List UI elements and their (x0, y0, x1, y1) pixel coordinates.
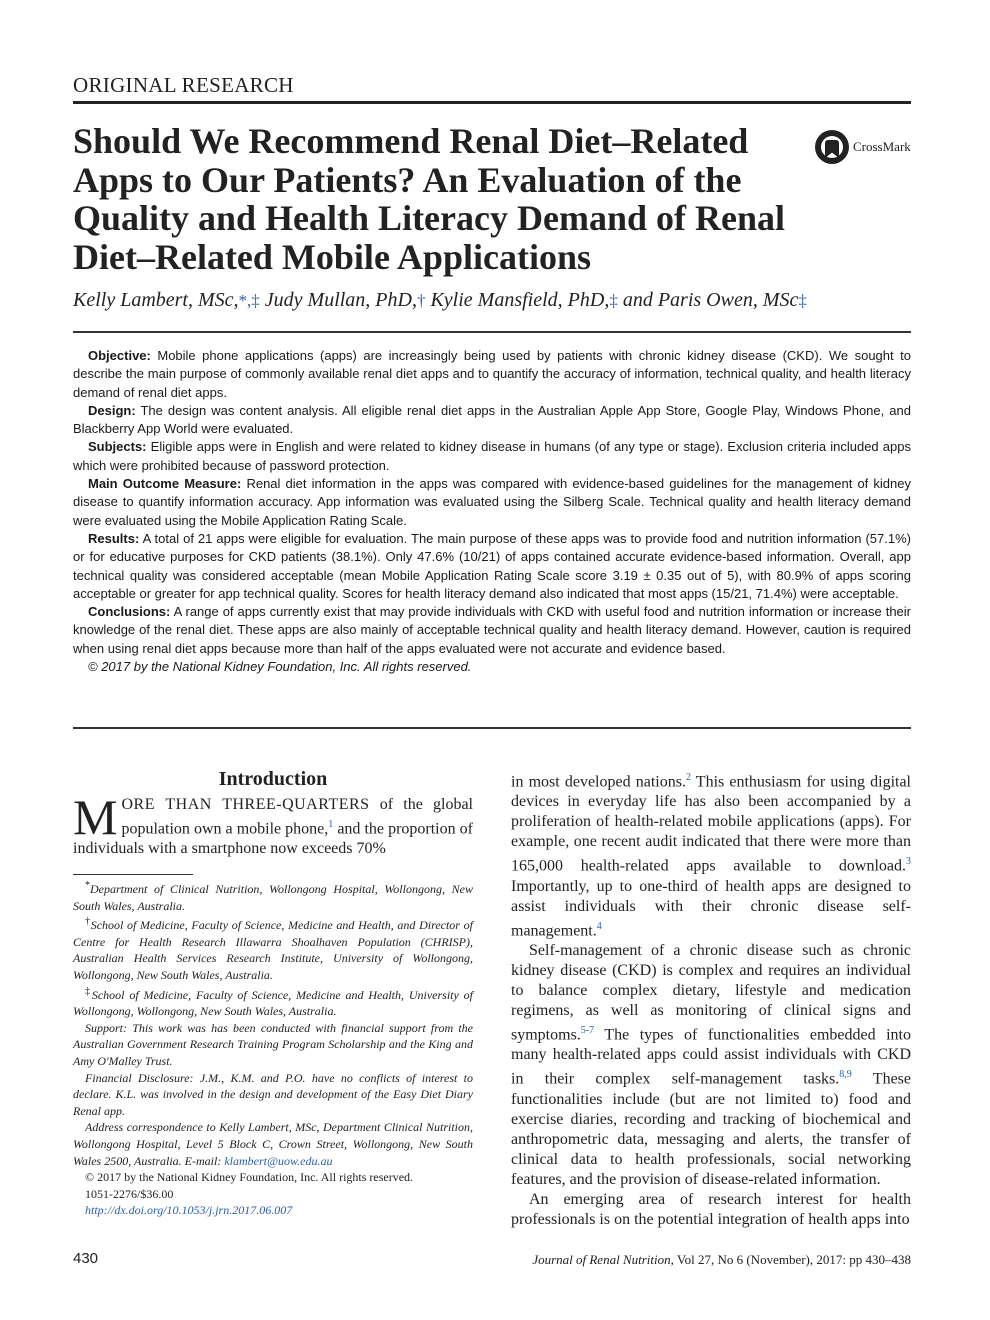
affiliation-note: †School of Medicine, Faculty of Science, Medicine and Health, and Director of Centre for Health Research Illawarra Shoalhaven Population (CHRISP), Australian Health Services Research Institute, University of Wollongong, Wollongong, New South Wales, Australia. (73, 916, 473, 982)
author-name: and Paris Owen, MSc (617, 289, 799, 311)
header-rule (73, 101, 911, 104)
footnotes (73, 878, 473, 1219)
abstract-conclusions: Conclusions: A range of apps currently exist that may provide individuals with CKD with useful food and nutrition information or increase their knowledge of the renal diet. These apps are also mainly of acceptable technical quality and health literacy demand. However, caution is required when using renal diet apps because more than half of the apps evaluated were not accurate and evidence based. (73, 604, 911, 656)
crossmark-badge[interactable] (815, 130, 911, 164)
body-paragraph: An emerging area of research interest for health professionals is on the potential integration of health apps into (511, 1190, 911, 1228)
abstract-copyright: © 2017 by the National Kidney Foundation, Inc. All rights reserved. (88, 659, 472, 675)
author-affiliation-mark[interactable]: ‡ (798, 291, 807, 310)
abstract-results: Results: A total of 21 apps were eligible for evaluation. The main purpose of these apps was to provide food and nutrition information (57.1%) or for educative purposes for CKD patients (38.1%). Only 47.6% (10/21) of apps contained accurate evidence-based information. Overall, app technical quality was considered acceptable (mean Mobile Application Rating Scale score 3.19 ± 0.35 out of 5), with 80.9% of apps scoring acceptable or greater for app technical quality. Scores for health literacy demand also indicated that most apps (15/21, 71.4%) were acceptable. (73, 530, 911, 601)
citation-link[interactable]: 4 (596, 920, 602, 932)
citation-link[interactable]: 8,9 (839, 1069, 852, 1081)
abstract-bottom-rule (73, 727, 911, 729)
abstract-measure: Main Outcome Measure: Renal diet information in the apps was compared with evidence-based guidelines for the management of kidney disease to quantify information accuracy. App information was evaluated using the Silberg Scale. Technical quality and health literacy demand were evaluated using the Mobile Application Rating Scale. (73, 476, 911, 528)
author-affiliation-mark[interactable]: ‡ (609, 291, 618, 310)
author-name: Judy Mullan, PhD, (259, 289, 417, 311)
right-column (511, 768, 911, 1230)
author-name: Kelly Lambert, MSc, (73, 289, 239, 311)
introduction-paragraph: MORE THAN THREE-QUARTERS of the global population own a mobile phone,$^1$ and the proportion of individuals with a smartphone now exceeds 70% (73, 789, 473, 858)
citation-link[interactable]: 5-7 (580, 1024, 595, 1036)
drop-cap: M (73, 789, 118, 845)
article-title: Should We Recommend Renal Diet–Related Apps to Our Patients? An Evaluation of the Quality and Health Literacy Demand of Renal Diet–Related Mobile Applications (73, 121, 785, 277)
doi-note (73, 1202, 473, 1219)
issn-note: 1051-2276/$36.00 (85, 1186, 174, 1201)
affiliation-note: *Department of Clinical Nutrition, Wollongong Hospital, Wollongong, New South Wales, Australia. (73, 880, 473, 913)
left-column (73, 768, 473, 859)
author-name: Kylie Mansfield, PhD, (425, 289, 610, 311)
disclosure-note: Financial Disclosure: J.M., K.M. and P.O. have no conflicts of interest to declare. K.L. was involved in the design and development of the Easy Diet Diary Renal app. (73, 1070, 473, 1118)
body-paragraph: Self-management of a chronic disease such as chronic kidney disease (CKD) is complex and requires an individual to balance complex dietary, lifestyle and medication regimens, as well as monitoring of clinical signs and symptoms.$^{5-7}$ The types of functionalities embedded into many health-related apps could assist individuals with CKD in their complex self-management tasks.$^{8,9}$ These functionalities include (but are not limited to) food and exercise diaries, recording and tracking of biochemical and anthropometric data, messaging and alerts, the transfer of clinical data to health professionals, social networking features, and the provision of disease-related information. (511, 941, 912, 1188)
journal-citation: Journal of Renal Nutrition, Vol 27, No 6 (November), 2017: pp 430–438 (532, 1252, 911, 1267)
email-link[interactable]: klambert@uow.edu.au (224, 1153, 333, 1168)
abstract (73, 347, 911, 676)
copyright-note: © 2017 by the National Kidney Foundation, Inc. All rights reserved. (85, 1170, 414, 1185)
crossmark-label: CrossMark (853, 139, 911, 154)
doi-link[interactable]: http://dx.doi.org/10.1053/j.jrn.2017.06.007 (85, 1203, 293, 1218)
crossmark-icon (815, 130, 849, 164)
support-note: Support: This work was has been conducted with financial support from the Australian Government Research Training Program Scholarship and the King and Amy O'Malley Trust. (73, 1020, 473, 1068)
correspondence-note: Address correspondence to Kelly Lambert, MSc, Department Clinical Nutrition, Wollongong Hospital, Level 5 Block C, Crown Street, Wollongong, New South Wales 2500, Australia. E-mail: klambert@uow.edu.au (73, 1120, 473, 1168)
citation-link[interactable]: 2 (685, 772, 691, 783)
abstract-design: Design: The design was content analysis. All eligible renal diet apps in the Australian Apple App Store, Google Play, Windows Phone, and Blackberry App World were evaluated. (73, 402, 911, 437)
body-paragraph: in most developed nations.$^2$ This enthusiasm for using digital devices in everyday life has also been accompanied by a proliferation of health-related mobile applications (apps). For example, one recent audit indicated that there were more than 165,000 health-related apps available to download.$^3$ Importantly, up to one-third of health apps are designed to assist individuals with their chronic disease self-management.$^4$ (511, 772, 912, 939)
citation-link[interactable]: 1 (328, 819, 334, 830)
author-affiliation-mark[interactable]: *,‡ (238, 291, 260, 310)
abstract-objective: Objective: Mobile phone applications (apps) are increasingly being used by patients with chronic kidney disease (CKD). We sought to describe the main purpose of commonly available renal diet apps and to quantify the accuracy of information, technical quality, and health literacy demand of renal diet apps. (73, 348, 911, 400)
author-list (73, 289, 807, 312)
affiliation-note: ‡School of Medicine, Faculty of Science, Medicine and Health, University of Wollongong, Wollongong, New South Wales, Australia. (73, 985, 473, 1019)
footnote-rule (73, 874, 193, 875)
abstract-subjects: Subjects: Eligible apps were in English and were related to kidney disease in humans (of any type or stage). Exclusion criteria included apps which were prohibited because of password protection. (73, 439, 911, 473)
introduction-heading: Introduction (218, 768, 328, 790)
abstract-top-rule (73, 331, 911, 333)
citation-link[interactable]: 3 (906, 856, 911, 868)
author-affiliation-mark[interactable]: † (416, 291, 426, 310)
section-label: ORIGINAL RESEARCH (73, 73, 294, 97)
page-number: 430 (73, 1250, 99, 1267)
